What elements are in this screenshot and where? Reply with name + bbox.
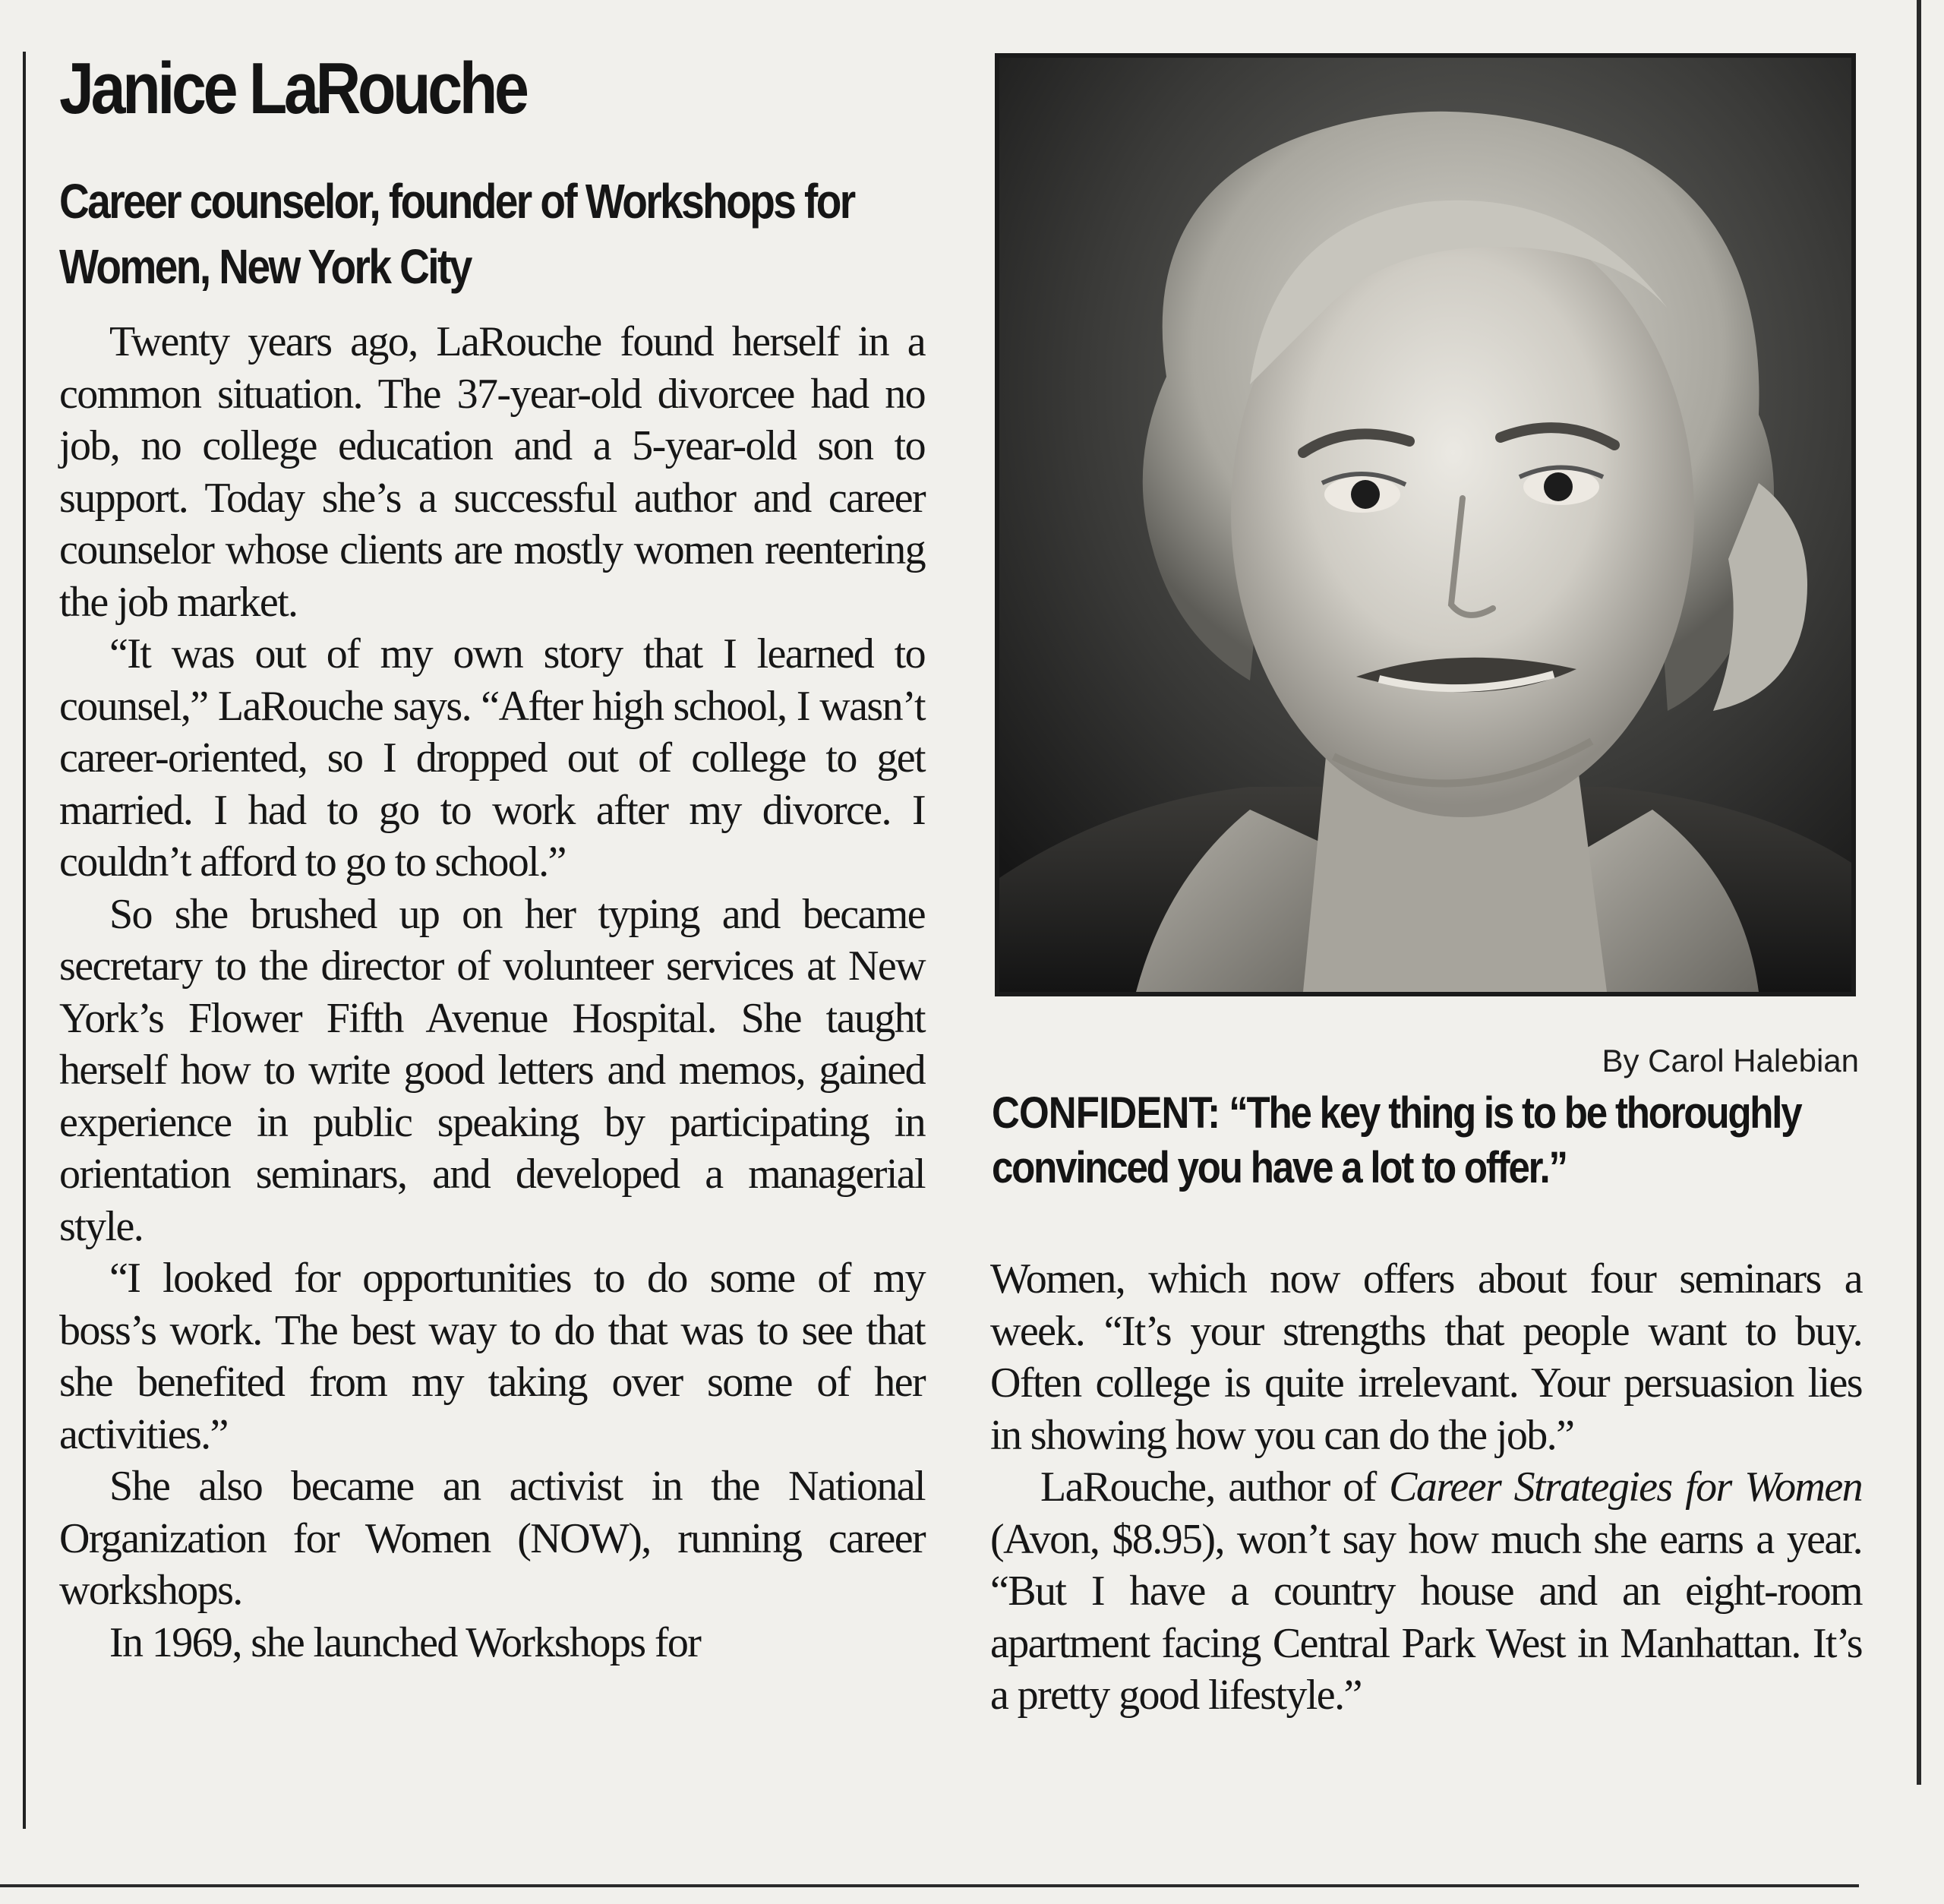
portrait-illustration <box>999 58 1851 992</box>
paragraph: “It was out of my own story that I learned to counsel,” LaRouche says. “After high school, I wasn’t career-oriented, so I dropped out of college to get married. I had to go to work after my divorce. I couldn’t afford to go to school.” <box>59 630 925 886</box>
right-text-column <box>990 1253 1862 1722</box>
photo-credit: By Carol Halebian <box>1602 1043 1859 1078</box>
paragraph <box>990 1461 1862 1722</box>
portrait-photo <box>995 53 1856 996</box>
paragraph: She also became an activist in the National Organization for Women (NOW), running career workshops. <box>59 1463 925 1614</box>
paragraph: So she brushed up on her typing and became secretary to the director of volunteer services at New York’s Flower Fifth Avenue Hospital. She taught herself how to write good letters and memos, gained experience in public speaking by participating in orientation seminars, and developed a managerial style. <box>59 890 925 1250</box>
paragraph: Twenty years ago, LaRouche found herself in a common situation. The 37-year-old divorcee had no job, no college education and a 5-year-old son to support. Today she’s a successful author and career counselor whose clients are mostly women reentering the job market. <box>59 318 925 626</box>
paragraph-text: (Avon, $8.95), won’t say how much she earns a year. “But I have a country house and an eight-room apartment facing Central Park West in Manhattan. It’s a pretty good lifestyle.” <box>990 1515 1862 1719</box>
paragraph: In 1969, she launched Workshops for <box>109 1618 701 1666</box>
photo-caption <box>992 1086 1847 1195</box>
paragraph: “I looked for opportunities to do some of my boss’s work. The best way to do that was to see that she benefited from my taking over some of her activities.” <box>59 1255 925 1458</box>
paragraph-text: LaRouche, author of <box>1040 1464 1390 1511</box>
bottom-rule <box>0 1884 1859 1887</box>
book-title: Career Strategies for Women <box>1389 1464 1862 1511</box>
left-column-rule <box>23 52 26 1829</box>
right-page-edge-rule <box>1917 0 1921 1785</box>
caption-text: “The key thing is to be thoroughly convinced you have a lot to offer.” <box>992 1088 1801 1192</box>
caption-lead: CONFIDENT: <box>992 1088 1220 1138</box>
paragraph: Women, which now offers about four seminars a week. “It’s your strengths that people want to buy. Often college is quite irrelevant. Your persuasion lies in showing how you can do the job.” <box>990 1255 1862 1459</box>
left-text-column <box>59 316 925 1669</box>
subhead: Career counselor, founder of Workshops for Women, New York City <box>59 174 854 294</box>
headline: Janice LaRouche <box>59 48 526 129</box>
